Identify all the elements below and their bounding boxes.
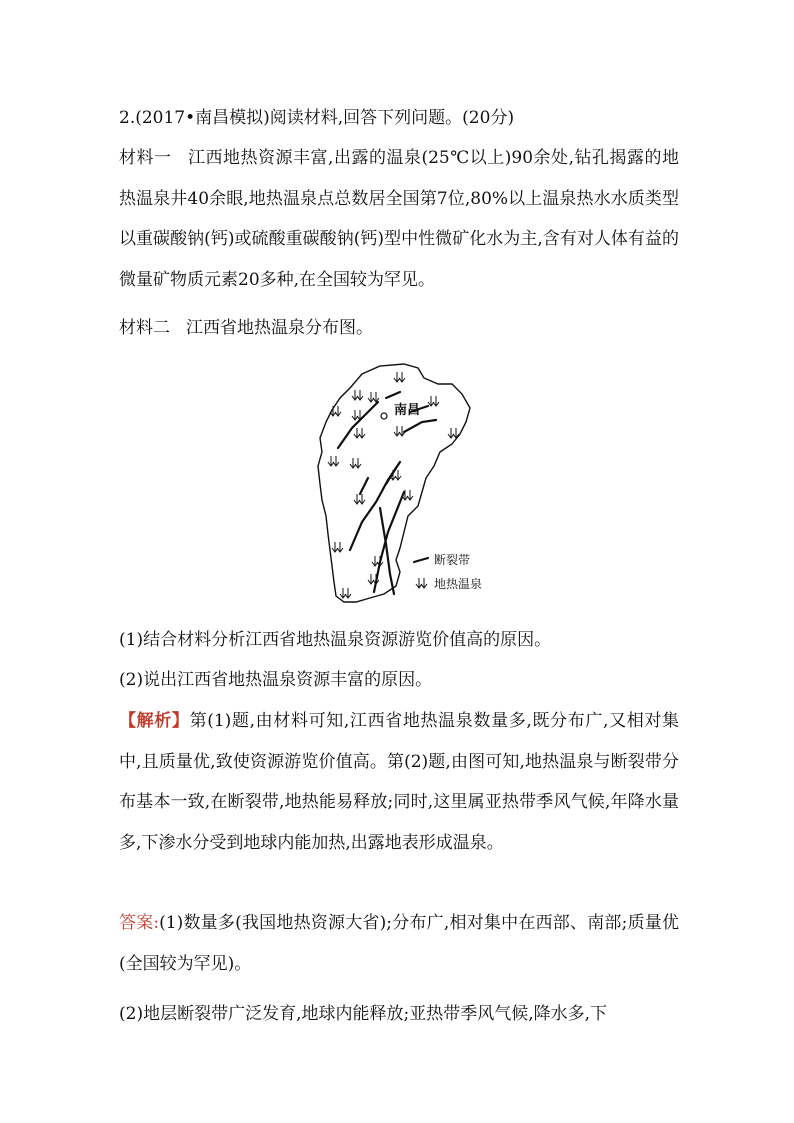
answer-one-text: (1)数量多(我国地热资源大省);分布广,相对集中在西部、南部;质量优(全国较为罕见)。 xyxy=(119,913,679,974)
answer-one xyxy=(119,903,679,984)
city-label: 南昌 xyxy=(394,403,421,418)
analysis-tag: 【解析】 xyxy=(119,711,190,731)
nanchang-marker xyxy=(381,413,387,419)
legend-spring-label: 地热温泉 xyxy=(434,577,483,591)
material-two-label: 材料二 xyxy=(119,318,170,338)
analysis xyxy=(119,701,679,863)
material-one xyxy=(119,138,679,300)
material-one-text: 江西地热资源丰富,出露的温泉(25℃以上)90余处,钻孔揭露的地热温泉井40余眼,地热温泉点总数居全国第7位,80%以上温泉热水水质类型以重碳酸钠(钙)或硫酸重碳酸钠(钙)型中性微矿化水为主,含有对人体有益的微量矿物质元素20多种,在全国较为罕见。 xyxy=(119,148,679,290)
material-two xyxy=(119,316,373,340)
answer-two: (2)地层断裂带广泛发育,地球内能释放;亚热带季风气候,降水多,下 xyxy=(119,1004,608,1024)
question-title: 2.(2017•南昌模拟)阅读材料,回答下列问题。(20分) xyxy=(119,108,515,128)
question-two: (2)说出江西省地热温泉资源丰富的原因。 xyxy=(119,670,433,690)
jiangxi-geothermal-map xyxy=(300,362,500,612)
legend-fault-symbol xyxy=(414,558,428,562)
answer-label: 答案: xyxy=(119,913,160,933)
question-one: (1)结合材料分析江西省地热温泉资源游览价值高的原因。 xyxy=(119,630,552,650)
material-one-label: 材料一 xyxy=(119,148,172,168)
legend-spring-icon xyxy=(416,578,427,588)
analysis-text: 第(1)题,由材料可知,江西省地热温泉数量多,既分布广,又相对集中,且质量优,致使资源游览价值高。第(2)题,由图可知,地热温泉与断裂带分布基本一致,在断裂带,地热能易释放;同时,这里属亚热带季风气候,年降水量多,下渗水分受到地球内能加热,出露地表形成温泉。 xyxy=(119,711,680,853)
material-two-text: 江西省地热温泉分布图。 xyxy=(186,318,373,338)
legend-fault-label: 断裂带 xyxy=(434,553,471,567)
